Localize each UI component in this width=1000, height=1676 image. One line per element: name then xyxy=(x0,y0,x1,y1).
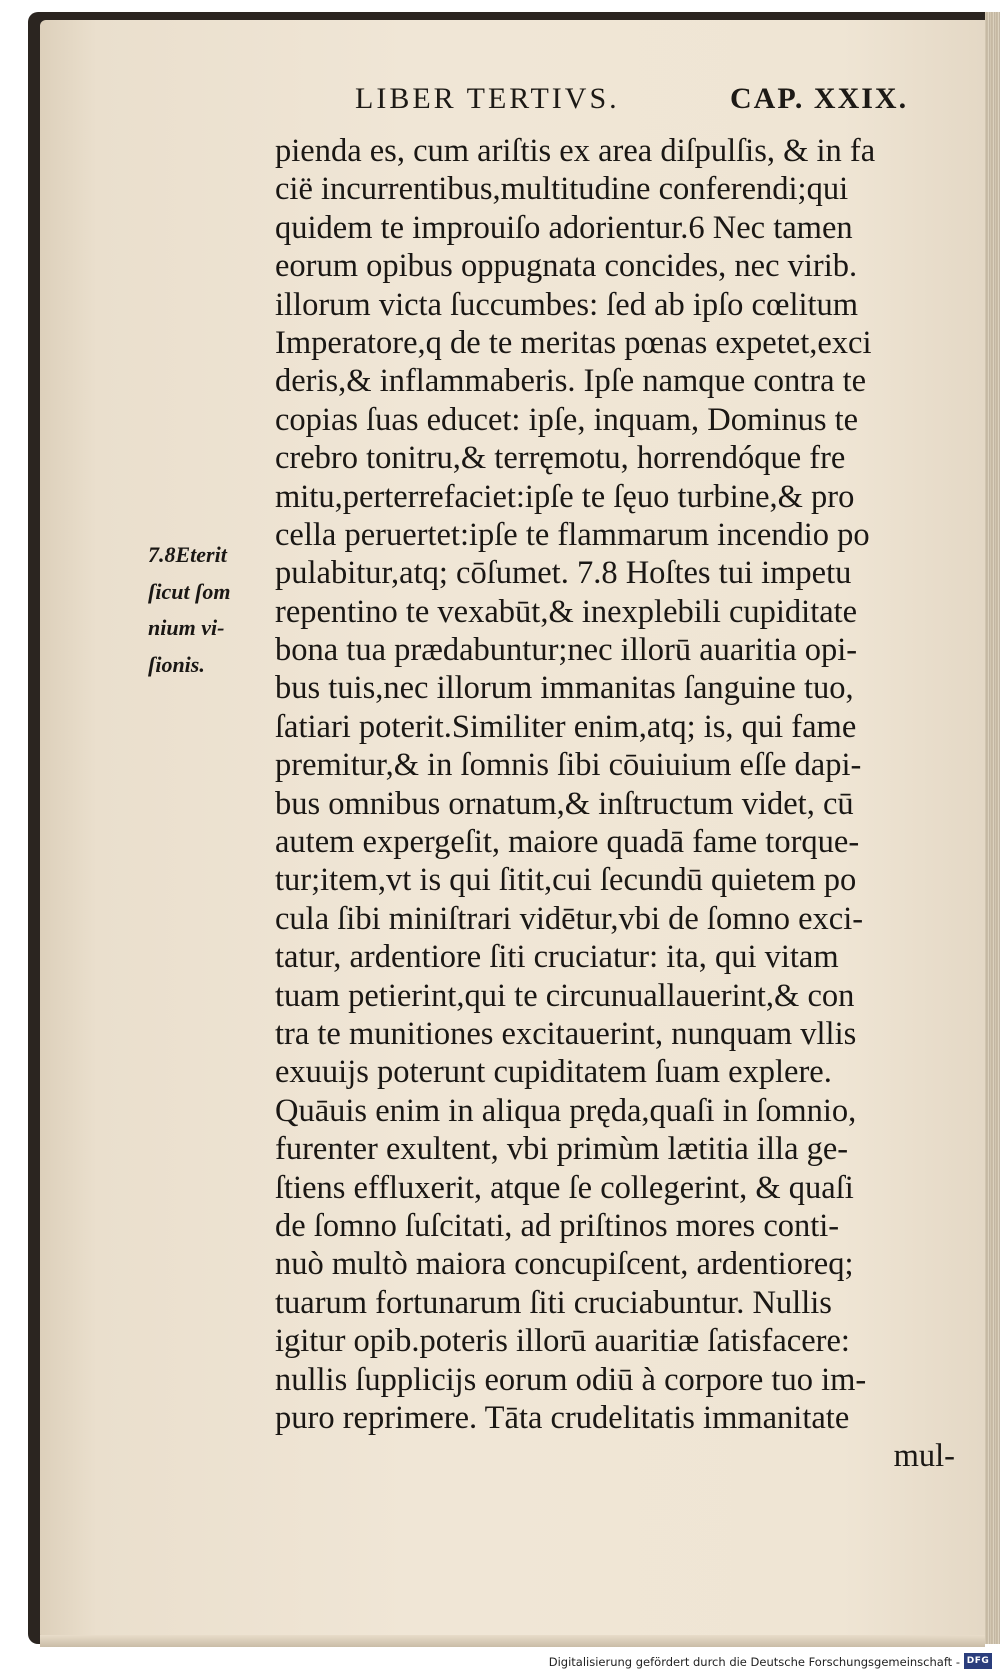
catchword: mul- xyxy=(893,1438,955,1475)
text-line: cella peruertet:ipſe te flammarum incendio po xyxy=(275,516,870,553)
text-line: furenter exultent, vbi primùm lætitia illa ge- xyxy=(275,1131,849,1168)
text-line: illorum victa ſuccumbes: ſed ab ipſo cœlitum xyxy=(275,286,859,323)
text-line: bus omnibus ornatum,& inſtructum videt, cū xyxy=(275,785,854,822)
text-line: premitur,& in ſomnis ſibi cōuiuium eſſe dapi- xyxy=(275,747,862,784)
text-line: tur;item,vt is qui ſitit,cui ſecundū quietem po xyxy=(275,862,857,899)
text-line: pulabitur,atq; cōſumet. 7.8 Hoſtes tui impetu xyxy=(275,555,852,592)
text-line: nullis ſupplicijs eorum odiū à corpore tuo im- xyxy=(275,1361,867,1398)
text-line: deris,& inflammaberis. Ipſe namque contra te xyxy=(275,363,867,400)
page-edges xyxy=(985,12,1000,1644)
text-line: exuuijs poterunt cupiditatem ſuam explere. xyxy=(275,1054,832,1091)
marginal-note-line: ſionis. xyxy=(148,651,205,677)
text-line: mitu,perterrefaciet:ipſe te ſęuo turbine,& pro xyxy=(275,478,855,515)
marginal-note xyxy=(148,537,276,683)
text-line: cië incurrentibus,multitudine conferendi;qui xyxy=(275,171,849,208)
text-line: nuò multò maiora concupiſcent, ardentioreq; xyxy=(275,1246,854,1283)
text-line: bona tua prædabuntur;nec illorū auaritia opi- xyxy=(275,632,858,669)
text-line: Quāuis enim in aliqua pręda,quaſi in ſomnio, xyxy=(275,1092,857,1129)
funding-credit: Digitalisierung gefördert durch die Deutsche Forschungsgemeinschaft - xyxy=(548,1655,960,1669)
text-line: pienda es, cum ariſtis ex area diſpulſis, & in fa xyxy=(275,133,876,169)
text-line: ſtiens effluxerit, atque ſe collegerint, & quaſi xyxy=(275,1169,854,1206)
text-line: cula ſibi miniſtrari vidētur,vbi de ſomno exci- xyxy=(275,900,864,937)
text-line: repentino te vexabūt,& inexplebili cupiditate xyxy=(275,593,858,630)
marginal-note-line: ſicut ſom xyxy=(148,578,231,604)
text-line: copias ſuas educet: ipſe, inquam, Dominus te xyxy=(275,401,859,438)
marginal-note-line: nium vi- xyxy=(148,615,225,640)
text-line: de ſomno ſuſcitati, ad priſtinos mores conti- xyxy=(275,1207,840,1244)
text-line: Imperatore,q de te meritas pœnas expetet,exci xyxy=(275,324,872,361)
running-head-chapter: CAP. XXIX. xyxy=(730,82,909,115)
text-line: eorum opibus oppugnata concides, nec virib. xyxy=(275,248,858,285)
text-line: bus tuis,nec illorum immanitas ſanguine tuo, xyxy=(275,670,854,707)
footer xyxy=(0,1648,1000,1676)
running-head-title: LIBER TERTIVS. xyxy=(355,82,620,115)
text-line: autem expergeſit, maiore quadā fame torque- xyxy=(275,824,860,861)
body-text xyxy=(275,132,975,1476)
text-line: ſatiari poterit.Similiter enim,atq; is, qui fame xyxy=(275,708,857,745)
text-line: igitur opib.poteris illorū auaritiæ ſatisfacere: xyxy=(275,1323,850,1360)
text-line: tra te munitiones excitauerint, nunquam vllis xyxy=(275,1015,857,1052)
marginal-note-line: 7.8Eterit xyxy=(148,542,227,567)
text-line: tuarum fortunarum ſiti cruciabuntur. Nullis xyxy=(275,1284,832,1321)
text-line: crebro tonitru,& terręmotu, horrendóque fre xyxy=(275,440,846,477)
text-line: tuam petierint,qui te circunuallauerint,& con xyxy=(275,977,855,1014)
page-bottom-edge xyxy=(40,1635,985,1647)
dfg-logo: DFG xyxy=(964,1653,992,1669)
text-line: tatur, ardentiore ſiti cruciatur: ita, qui vitam xyxy=(275,939,839,976)
running-head xyxy=(355,82,955,122)
text-line: puro reprimere. Tāta crudelitatis immanitate xyxy=(275,1399,850,1436)
text-line: quidem te improuiſo adorientur.6 Nec tamen xyxy=(275,209,853,246)
